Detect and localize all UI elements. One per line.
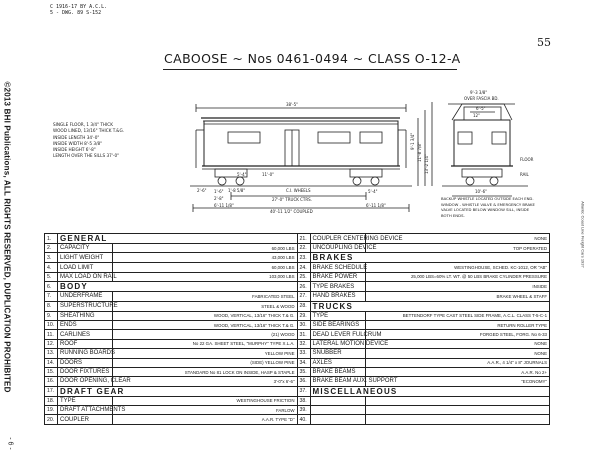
table-row bbox=[45, 406, 550, 415]
row-value: FABRICATED STEEL bbox=[113, 292, 298, 301]
row-number: 1. bbox=[45, 234, 58, 244]
row-number: 29. bbox=[297, 311, 310, 320]
page-side-number: - 6 - bbox=[6, 437, 14, 450]
row-label: SHEATHING bbox=[58, 311, 113, 320]
row-number: 12. bbox=[45, 339, 58, 348]
wheels-label: C.I. WHEELS bbox=[286, 188, 311, 193]
copyright-sidebar: ©2013 BHI Publications, ALL RIGHTS RESERVED, DUPLICATION PROHIBITED bbox=[2, 81, 12, 393]
row-number: 35. bbox=[297, 367, 310, 376]
row-number: 20. bbox=[45, 415, 58, 424]
row-label: CAPACITY bbox=[58, 244, 113, 253]
row-number: 21. bbox=[297, 234, 310, 244]
row-number: 31. bbox=[297, 330, 310, 339]
row-number: 23. bbox=[297, 253, 310, 263]
row-number: 11. bbox=[45, 330, 58, 339]
table-row bbox=[45, 234, 550, 244]
row-value: 3'-0"x 6'-6" bbox=[113, 377, 298, 386]
dim-f: 5'-4" bbox=[368, 189, 378, 194]
row-value: No 22 GA. SHEET STEEL, "MURPHY" TYPE X.L.A. bbox=[113, 339, 298, 348]
row-value: NONE bbox=[365, 339, 550, 348]
row-number: 36. bbox=[297, 377, 310, 386]
row-label: RUNNING BOARDS bbox=[58, 349, 113, 358]
row-number: 38. bbox=[297, 396, 310, 405]
row-number: 3. bbox=[45, 253, 58, 263]
row-value: (SIDE) YELLOW PINE bbox=[113, 358, 298, 367]
table-row bbox=[45, 292, 550, 301]
row-number: 34. bbox=[297, 358, 310, 367]
row-value: YELLOW PINE bbox=[113, 349, 298, 358]
note-line: WINDOW - WHISTLE VALVE & EMERGENCY BRAKE bbox=[441, 201, 535, 207]
rail-label: RAIL bbox=[520, 172, 529, 177]
row-number: 27. bbox=[297, 292, 310, 301]
row-value: "ECONOMY" bbox=[365, 377, 550, 386]
table-row bbox=[45, 415, 550, 424]
spec-line: INSIDE WIDTH 8'-5 3/8" bbox=[53, 140, 103, 146]
row-label: HAND BRAKES bbox=[310, 292, 365, 301]
section-heading: DRAFT GEAR bbox=[58, 386, 298, 396]
dim-over-fascia: OVER FASCIA BD. bbox=[464, 96, 499, 101]
row-label: DEAD LEVER FULCRUM bbox=[310, 330, 365, 339]
table-row bbox=[45, 330, 550, 339]
row-value: 60,000 LBS bbox=[113, 244, 298, 253]
row-number: 6. bbox=[45, 282, 58, 292]
spec-line: LENGTH OVER THE SILLS 37'-0" bbox=[53, 153, 120, 159]
page-title: CABOOSE ~ Nos 0461-0494 ~ CLASS O-12-A bbox=[164, 51, 461, 66]
table-row bbox=[45, 349, 550, 358]
row-label: COUPLER bbox=[58, 415, 113, 424]
row-number: 39. bbox=[297, 406, 310, 415]
row-label: COUPLER CENTERING DEVICE bbox=[310, 234, 365, 244]
table-row bbox=[45, 367, 550, 376]
table-row bbox=[45, 339, 550, 348]
row-label: BRAKE BEAM AUX. SUPPORT bbox=[310, 377, 365, 386]
row-number: 24. bbox=[297, 263, 310, 272]
row-label: LIGHT WEIGHT bbox=[58, 253, 113, 263]
header-note-line: C 1916-17 BY A.C.L. bbox=[50, 4, 108, 10]
row-number: 22. bbox=[297, 244, 310, 253]
row-label: DOOR FIXTURES bbox=[58, 367, 113, 376]
row-label: TYPE bbox=[310, 311, 365, 320]
row-value: WOOD, VERTICAL, 13/16" THICK T.& G. bbox=[113, 311, 298, 320]
dim-c: 1'-8 5/8" bbox=[228, 188, 246, 193]
row-label: LATERAL MOTION DEVICE bbox=[310, 339, 365, 348]
spec-line: INSIDE LENGTH 34'-0" bbox=[53, 134, 100, 140]
row-number: 4. bbox=[45, 263, 58, 272]
row-label: BRAKE POWER bbox=[310, 272, 365, 281]
row-value: BETTENDORF TYPE CAST STEEL SIDE FRAME, A.C.L. CLASS T-5-C-1 bbox=[365, 311, 550, 320]
row-number: 13. bbox=[45, 349, 58, 358]
row-number: 40. bbox=[297, 415, 310, 424]
row-value bbox=[365, 396, 550, 405]
row-number: 25. bbox=[297, 272, 310, 281]
row-label: UNDERFRAME bbox=[58, 292, 113, 301]
dim-b: 1'-6" bbox=[214, 189, 224, 194]
row-label: MAX LOAD ON RAIL bbox=[58, 272, 113, 281]
row-value: STANDARD No 81 LOCK ON INSIDE, HASP & STAPLE bbox=[113, 367, 298, 376]
table-row bbox=[45, 311, 550, 320]
row-label: UNCOUPLING DEVICE bbox=[310, 244, 365, 253]
row-label: SUPERSTRUCTURE bbox=[58, 301, 113, 311]
table-row bbox=[45, 253, 550, 263]
row-value: 60,000 LBS bbox=[113, 263, 298, 272]
dim-end-width: 9'-3 3/8" bbox=[470, 90, 488, 95]
dim-overall-length: 38'-5" bbox=[286, 102, 299, 107]
dim-g: 11'-0" bbox=[262, 172, 275, 177]
row-label: ENDS bbox=[58, 320, 113, 329]
row-label: DOORS bbox=[58, 358, 113, 367]
row-label: SIDE BEARINGS bbox=[310, 320, 365, 329]
dim-height-1: 9'-1 3/4" bbox=[410, 132, 415, 150]
row-value: A.A.R., 4 1/4" x 8" JOURNALS bbox=[365, 358, 550, 367]
dim-d: 2'-8" bbox=[214, 196, 224, 201]
row-value: STEEL & WOOD bbox=[113, 301, 298, 311]
dim-height-3: 13'-2 1/4" bbox=[424, 154, 429, 174]
row-number: 30. bbox=[297, 320, 310, 329]
backup-whistle-note bbox=[441, 196, 561, 218]
row-value: NONE bbox=[365, 234, 550, 244]
row-value: A.A.R. TYPE "D" bbox=[113, 415, 298, 424]
dim-roof-width: 6'-5" bbox=[476, 106, 486, 111]
dim-i: 6'-11 1/8" bbox=[366, 203, 386, 208]
floor-label: FLOOR bbox=[520, 157, 534, 162]
row-number: 33. bbox=[297, 349, 310, 358]
row-value: WESTINGHOUSE FRICTION bbox=[113, 396, 298, 405]
row-label: ROOF bbox=[58, 339, 113, 348]
spec-line: WOOD LINED, 13/16" THICK T.&G. bbox=[53, 128, 125, 134]
row-value: TOP OPERATED bbox=[365, 244, 550, 253]
dim-e: 5'-4" bbox=[237, 172, 247, 177]
row-number: 37. bbox=[297, 386, 310, 396]
table-row bbox=[45, 301, 550, 311]
table-row bbox=[45, 396, 550, 405]
section-heading: BRAKES bbox=[310, 253, 550, 263]
end-width-bottom: 10'-6" bbox=[475, 189, 488, 194]
header-note-line: 5 - DWG. 89 S-152 bbox=[50, 10, 102, 16]
row-value: WOOD, VERTICAL, 13/16" THICK T.& G. bbox=[113, 320, 298, 329]
section-heading: MISCELLANEOUS bbox=[310, 386, 550, 396]
row-value: 103,000 LBS bbox=[113, 272, 298, 281]
row-number: 26. bbox=[297, 282, 310, 292]
row-label bbox=[310, 396, 365, 405]
row-label: BRAKE BEAMS bbox=[310, 367, 365, 376]
row-value: WESTINGHOUSE, SCHED. KC-1012, OR "AB" bbox=[365, 263, 550, 272]
row-number: 8. bbox=[45, 301, 58, 311]
row-number: 15. bbox=[45, 367, 58, 376]
row-value: (21) WOOD bbox=[113, 330, 298, 339]
dim-h: 6'-11 1/8" bbox=[214, 203, 234, 208]
page-number: 55 bbox=[537, 36, 551, 49]
specification-table bbox=[44, 233, 550, 425]
note-line: BACKUP WHISTLE LOCATED OUTSIDE EACH END. bbox=[441, 196, 534, 201]
spec-line: INSIDE HEIGHT 6'-8" bbox=[53, 147, 96, 153]
section-heading: GENERAL bbox=[58, 234, 298, 244]
section-heading: TRUCKS bbox=[310, 301, 550, 311]
row-label: LOAD LIMIT bbox=[58, 263, 113, 272]
table-row bbox=[45, 282, 550, 292]
coupled-length-label: 40'-11 1/2" COUPLED bbox=[270, 209, 313, 214]
dim-height-2: 11'-8 7/8" bbox=[417, 142, 422, 162]
row-value: NONE bbox=[365, 349, 550, 358]
truck-centers-label: 27'-0" TRUCK CTRS. bbox=[272, 197, 312, 202]
row-value: INSIDE bbox=[365, 282, 550, 292]
right-margin-note: Atlantic Coast Line Freight Cars 1937 bbox=[580, 201, 586, 268]
row-number: 2. bbox=[45, 244, 58, 253]
row-label: TYPE bbox=[58, 396, 113, 405]
row-label bbox=[310, 415, 365, 424]
row-value: 25,000 LBS=60% LT. WT. @ 50 LBS BRAKE CYLINDER PRESSURE bbox=[365, 272, 550, 281]
row-value: FORGED STEEL, FORG. No 6-33 bbox=[365, 330, 550, 339]
note-line: BOTH ENDS. bbox=[441, 212, 465, 218]
row-value: FARLOW bbox=[113, 406, 298, 415]
row-value: A.A.R. No 2+ bbox=[365, 367, 550, 376]
row-value: BRAKE WHEEL & STAFF bbox=[365, 292, 550, 301]
table-row bbox=[45, 358, 550, 367]
row-value bbox=[365, 406, 550, 415]
row-value: RETURN ROLLER TYPE bbox=[365, 320, 550, 329]
row-number: 17. bbox=[45, 386, 58, 396]
table-row bbox=[45, 244, 550, 253]
row-value: 43,000 LBS bbox=[113, 253, 298, 263]
dim-a: 2'-6" bbox=[197, 188, 207, 193]
row-label bbox=[310, 406, 365, 415]
row-number: 14. bbox=[45, 358, 58, 367]
table-row bbox=[45, 263, 550, 272]
section-heading: BODY bbox=[58, 282, 298, 292]
row-number: 16. bbox=[45, 377, 58, 386]
row-label: DOOR OPENING, CLEAR bbox=[58, 377, 113, 386]
row-number: 7. bbox=[45, 292, 58, 301]
table-row bbox=[45, 386, 550, 396]
spec-line: SINGLE FLOOR, 1 3/4" THICK bbox=[53, 122, 113, 127]
table-row bbox=[45, 377, 550, 386]
row-number: 32. bbox=[297, 339, 310, 348]
row-number: 18. bbox=[45, 396, 58, 405]
table-row bbox=[45, 320, 550, 329]
row-number: 9. bbox=[45, 311, 58, 320]
row-label: AXLES bbox=[310, 358, 365, 367]
row-number: 10. bbox=[45, 320, 58, 329]
row-label: BRAKE SCHEDULE bbox=[310, 263, 365, 272]
row-number: 5. bbox=[45, 272, 58, 281]
table-row bbox=[45, 272, 550, 281]
row-number: 28. bbox=[297, 301, 310, 311]
note-line: VALVE LOCATED BELOW WINDOW SILL, INSIDE bbox=[441, 207, 530, 213]
row-number: 19. bbox=[45, 406, 58, 415]
row-label: CARLINES bbox=[58, 330, 113, 339]
row-value bbox=[365, 415, 550, 424]
row-label: SNUBBER bbox=[310, 349, 365, 358]
row-label: DRAFT ATTACHMENTS bbox=[58, 406, 113, 415]
row-label: TYPE BRAKES bbox=[310, 282, 365, 292]
dim-fraction: 12" bbox=[473, 113, 480, 118]
